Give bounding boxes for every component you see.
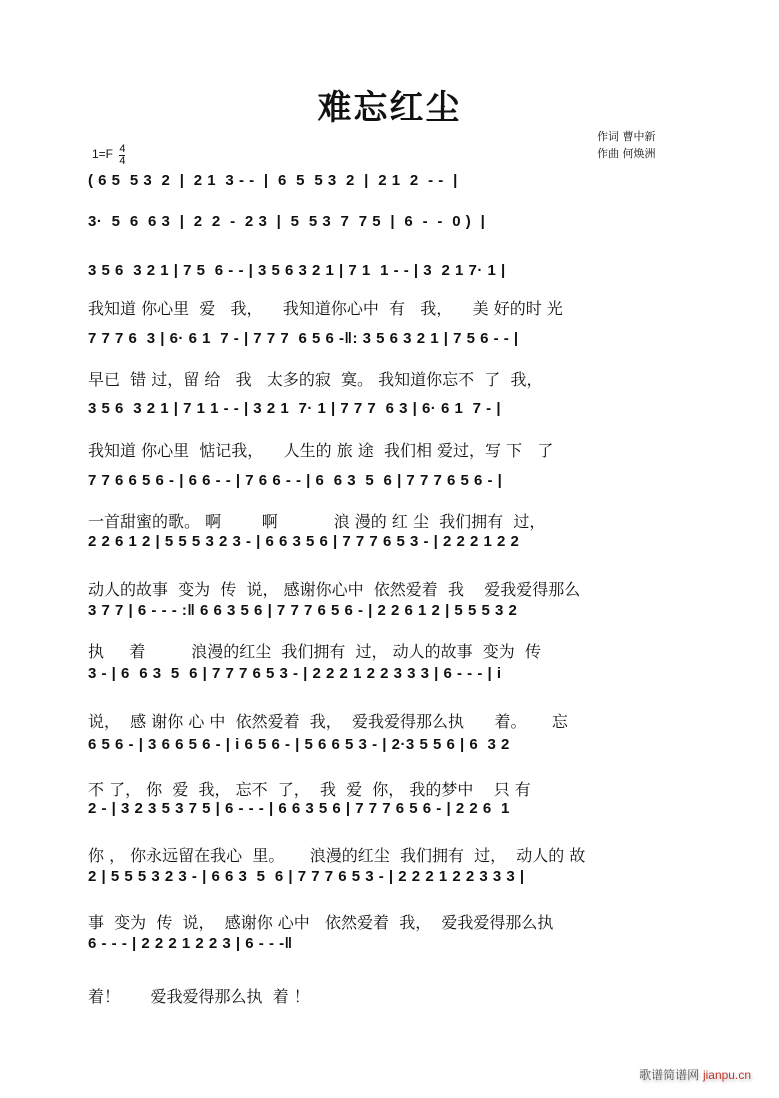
notation-line: 6 - - - | 2 2 2 1 2 2 3 | 6 - - -‖ (88, 935, 293, 952)
lyrics-line: 事 变为 传 说， 感谢你 心中 依然爱着 我， 爱我爱得那么执 (88, 913, 554, 932)
notation-line: 2 - | 3 2 3 5 3 7 5 | 6 - - - | 6 6 3 5 6 | 7 7 7 6 5 6 - | 2 2 6 1 (88, 800, 510, 817)
notation-line: 3 7 7 | 6 - - - :‖ 6 6 3 5 6 | 7 7 7 6 5 6 - | 2 2 6 1 2 | 5 5 5 3 2 (88, 602, 518, 619)
lyrics-line: 我知道 你心里 爱 我， 我知道你心中 有 我， 美 好的时 光 (88, 299, 563, 318)
composer-label: 作曲 (597, 147, 619, 160)
notation-line: ( 6 5 5 3 2 | 2 1 3 - - | 6 5 5 3 2 | 2 1 2 - - | (88, 172, 458, 189)
watermark (639, 1066, 751, 1083)
notation-line: 2 2 6 1 2 | 5 5 5 3 2 3 - | 6 6 3 5 6 | 7 7 7 6 5 3 - | 2 2 2 1 2 2 (88, 533, 520, 550)
notation-line: 3 5 6 3 2 1 | 7 5 6 - - | 3 5 6 3 2 1 | 7 1 1 - - | 3 2 1 7· 1 | (88, 262, 506, 279)
time-denominator: 4 (119, 155, 126, 167)
watermark-text: 歌谱简谱网 (639, 1068, 700, 1082)
notation-line: 3· 5 6 6 3 | 2 2 - 2 3 | 5 5 3 7 7 5 | 6 - - 0 ) | (88, 213, 486, 230)
song-title: 难忘红尘 (317, 88, 462, 128)
time-numerator: 4 (119, 143, 126, 155)
lyrics-line: 早已 错 过，留 给 我 太多的寂 寞。 我知道你忘不 了 我， (88, 370, 543, 389)
lyrics-line: 说， 感 谢你 心 中 依然爱着 我， 爱我爱得那么执 着。 忘 (88, 712, 568, 731)
notation-line: 3 - | 6 6 3 5 6 | 7 7 7 6 5 3 - | 2 2 2 1 2 2 3 3 3 | 6 - - - | i (88, 665, 502, 682)
notation-line: 6 5 6 - | 3 6 6 5 6 - | i 6 5 6 - | 5 6 6 5 3 - | 2·3 5 5 6 | 6 3 2 (88, 736, 510, 753)
notation-line: 3 5 6 3 2 1 | 7 1 1 - - | 3 2 1 7· 1 | 7 7 7 6 3 | 6· 6 1 7 - | (88, 400, 502, 417)
notation-line: 2 | 5 5 5 3 2 3 - | 6 6 3 5 6 | 7 7 7 6 5 3 - | 2 2 2 1 2 2 3 3 3 | (88, 868, 525, 885)
lyrics-line: 执 着 浪漫的红尘 我们拥有 过， 动人的故事 变为 传 (88, 642, 541, 661)
key-label: 1=F (92, 147, 114, 162)
lyricist-name: 曹中新 (622, 130, 656, 143)
lyricist-line (597, 128, 656, 145)
notation-line: 7 7 7 6 3 | 6· 6 1 7 - | 7 7 7 6 5 6 -‖: 3 5 6 3 2 1 | 7 5 6 - - | (88, 330, 519, 347)
composer-name: 何焕洲 (622, 147, 656, 160)
composer-line (597, 145, 656, 162)
lyrics-line: 一首甜蜜的歌。 啊 啊 浪 漫的 红 尘 我们拥有 过， (88, 512, 546, 531)
key-signature (92, 144, 125, 166)
time-signature (119, 144, 125, 166)
credits (597, 128, 656, 162)
watermark-url: jianpu.cn (702, 1068, 751, 1082)
lyrics-line: 不 了， 你 爱 我， 忘不 了， 我 爱 你， 我的梦中 只 有 (88, 780, 531, 799)
lyrics-line: 我知道 你心里 惦记我， 人生的 旅 途 我们相 爱过，写 下 了 (88, 441, 554, 460)
notation-line: 7 7 6 6 5 6 - | 6 6 - - | 7 6 6 - - | 6 6 3 5 6 | 7 7 7 6 5 6 - | (88, 472, 503, 489)
lyricist-label: 作词 (597, 130, 619, 143)
lyrics-line: 动人的故事 变为 传 说， 感谢你心中 依然爱着 我 爱我爱得那么 (88, 580, 581, 599)
lyrics-line: 着！ 爱我爱得那么执 着 ！ (88, 987, 310, 1006)
lyrics-line: 你 ， 你永远留在我心 里。 浪漫的红尘 我们拥有 过， 动人的 故 (88, 846, 586, 865)
